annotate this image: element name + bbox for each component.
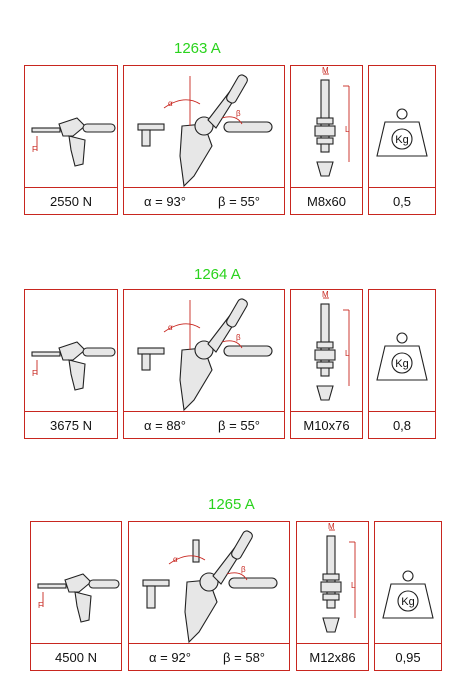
thread-value: M10x76 [290, 411, 363, 439]
dim-m-symbol: M [322, 66, 329, 75]
force-symbol: F [32, 369, 37, 378]
clamp-side-view-drawing [31, 522, 121, 643]
force-value: 3675 N [24, 411, 118, 439]
weight-cell [374, 521, 442, 644]
clamp-angle-view-drawing [129, 522, 289, 643]
beta-symbol: β [241, 565, 246, 574]
force-symbol: F [38, 601, 43, 610]
model-title: 1265 A [208, 496, 255, 513]
angle-view-cell [128, 521, 290, 644]
spindle-drawing [297, 522, 368, 643]
dim-l-symbol: L [345, 349, 350, 358]
dim-m-symbol: M [328, 522, 335, 531]
beta-value: β = 55° [218, 193, 260, 209]
alpha-symbol: α [168, 99, 173, 108]
beta-symbol: β [236, 109, 241, 118]
force-value: 4500 N [30, 643, 122, 671]
weight-unit-label: Kg [395, 358, 409, 370]
model-title: 1263 A [174, 40, 221, 57]
beta-symbol: β [236, 333, 241, 342]
weight-unit-label: Kg [401, 596, 415, 608]
weight-unit-label: Kg [395, 134, 409, 146]
alpha-symbol: α [168, 323, 173, 332]
weight-value: 0,95 [374, 643, 442, 671]
thread-value: M8x60 [290, 187, 363, 215]
weight-icon [375, 522, 441, 643]
model-title: 1264 A [194, 266, 241, 283]
alpha-value: α = 92° [149, 649, 191, 665]
force-symbol: F [32, 145, 37, 154]
beta-value: β = 55° [218, 417, 260, 433]
beta-value: β = 58° [223, 649, 265, 665]
angles-value [128, 643, 290, 671]
alpha-symbol: α [173, 555, 178, 564]
weight-value: 0,8 [368, 411, 436, 439]
spindle-view-cell [296, 521, 369, 644]
dim-l-symbol: L [351, 581, 356, 590]
weight-value: 0,5 [368, 187, 436, 215]
force-value: 2550 N [24, 187, 118, 215]
side-view-cell [30, 521, 122, 644]
thread-value: M12x86 [296, 643, 369, 671]
alpha-value: α = 93° [144, 193, 186, 209]
dim-l-symbol: L [345, 125, 350, 134]
dim-m-symbol: M [322, 290, 329, 299]
alpha-value: α = 88° [144, 417, 186, 433]
